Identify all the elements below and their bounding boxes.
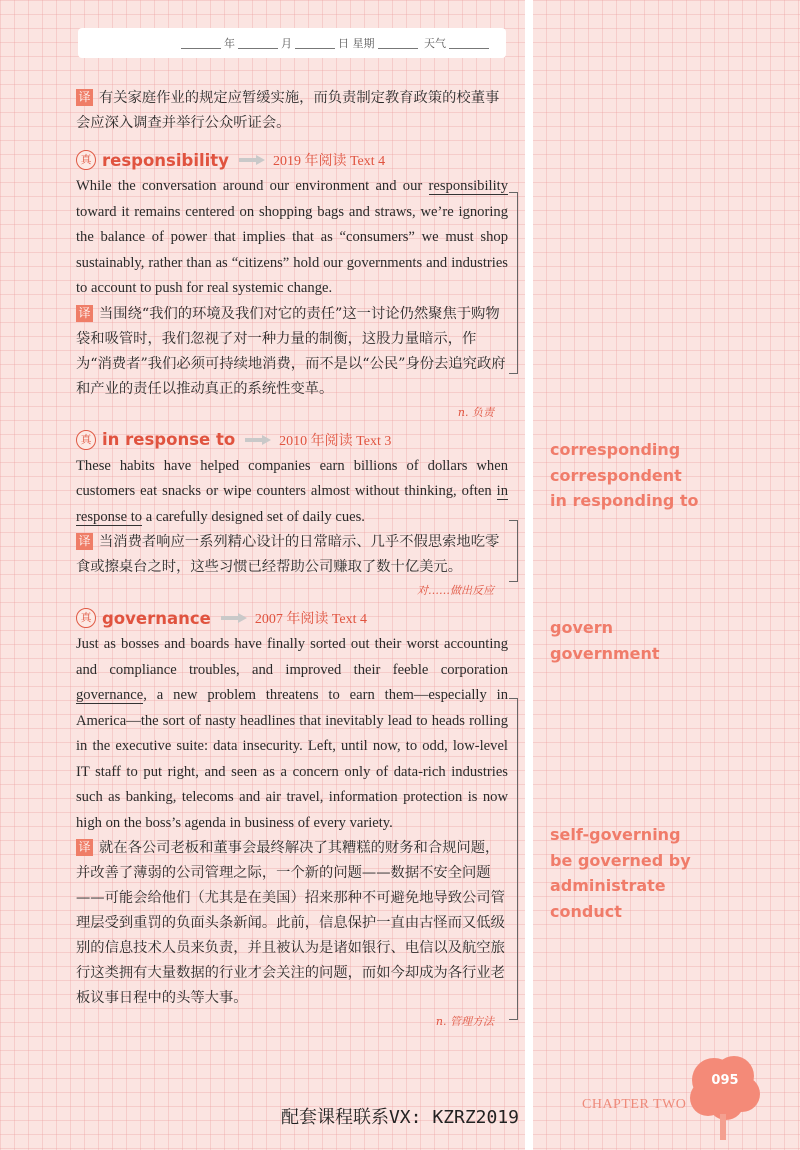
entry-header	[76, 148, 508, 172]
entry-source: 2019 年阅读 Text 4	[272, 154, 386, 169]
exam-badge: 真	[76, 430, 96, 450]
entry-translation-text: 就在各公司老板和董事会最终解决了其糟糕的财务和合规问题，并改善了薄弱的公司管理之际，一个新的问题——数据不安全问题——可能会给他们（尤其是在美国）招来那种不可避免地导致公司管理层受到重罚的负面头条新闻。此前，信息保护一直由古怪而又低级别的信息技术人员来负责，并且被认为是诸如银行、电信以及航空旅行这类拥有大量数据的行业才会关注的问题，而如今却成为各行业老板议事日程中的头等大事。	[76, 840, 505, 1006]
weather-blank	[449, 38, 489, 49]
day-blank	[295, 38, 335, 49]
column-divider	[525, 0, 533, 1150]
related-words-group-2	[550, 615, 660, 666]
related-word: corresponding	[550, 440, 681, 459]
related-word: administrate	[550, 876, 666, 895]
entry-english	[76, 632, 508, 836]
arrow-right-icon	[245, 435, 271, 445]
entry-term: responsibility	[102, 150, 229, 170]
entry-header	[76, 428, 508, 452]
annotation-bracket	[509, 520, 518, 582]
related-word: conduct	[550, 901, 622, 921]
year-label: 年	[224, 37, 235, 50]
entry-english	[76, 454, 508, 531]
arrow-right-icon	[239, 155, 265, 165]
english-before: While the conversation around our environment and our	[76, 178, 429, 194]
translation-tag: 译	[76, 839, 93, 856]
translation-tag: 译	[76, 89, 93, 106]
intro-translation	[76, 86, 508, 136]
entry-governance	[76, 606, 508, 1027]
exam-badge: 真	[76, 608, 96, 628]
translation-tag: 译	[76, 533, 93, 550]
key-term-underlined: governance	[76, 687, 144, 703]
arrow-right-icon	[221, 613, 247, 623]
entry-translation-text: 当围绕“我们的环境及我们对它的责任”这一讨论仍然聚焦于购物袋和吸管时，我们忽视了对一种力量的制衡，这股力量暗示，作为“消费者”我们必须可持续地消费，而不是以“公民”身份去追究政府和产业的责任以推动真正的系统性变革。	[76, 305, 506, 397]
entry-translation	[76, 836, 508, 1011]
related-words-group-1	[550, 437, 699, 514]
entry-translation	[76, 530, 508, 580]
annotation-bracket	[509, 698, 518, 1020]
translation-tag: 译	[76, 305, 93, 322]
month-label: 月	[281, 37, 292, 50]
related-word: be governed by	[550, 850, 691, 870]
entry-translation	[76, 302, 508, 402]
exam-badge: 真	[76, 150, 96, 170]
related-word: government	[550, 643, 660, 663]
english-before: These habits have helped companies earn billions of dollars when customers eat snacks or wipe counters almost without thinking, often	[76, 457, 508, 499]
entry-source: 2007 年阅读 Text 4	[254, 612, 368, 627]
meaning-note: 对……做出反应	[417, 584, 494, 597]
english-before: Just as bosses and boards have finally sorted out their worst accounting and compliance troubles, and improved their feeble corporation	[76, 636, 508, 678]
entry-english	[76, 174, 508, 302]
weather-label: 天气	[424, 37, 446, 50]
entry-term: governance	[102, 608, 211, 628]
date-header-bar	[78, 28, 506, 58]
related-words-group-3	[550, 822, 691, 924]
english-after: , a new problem threatens to earn them—especially in America—the sort of nasty headlines that inevitably lead to heads rolling in the executive suite: data insecurity. Left, until now, to odd, low-level IT staff to put right, and seen as a concern only of data-rich industries such as banking, telecoms and air travel, information protection is now high on the boss’s agenda in business of every variety.	[76, 687, 508, 831]
entry-responsibility	[76, 148, 508, 418]
intro-translation-text: 有关家庭作业的规定应暂缓实施，而负责制定教育政策的校董事会应深入调查并举行公众听证会。	[76, 90, 500, 131]
meaning-note: n. 负责	[457, 405, 494, 419]
watermark-text: 配套课程联系VX: KZRZ2019	[280, 1107, 520, 1128]
main-column	[76, 86, 508, 1027]
related-word: govern	[550, 618, 614, 637]
meaning-note: n. 管理方法	[435, 1015, 494, 1028]
entry-in-response-to	[76, 428, 508, 597]
year-blank	[181, 38, 221, 49]
weekday-blank	[378, 38, 418, 49]
annotation-bracket	[509, 192, 518, 374]
entry-term: in response to	[102, 430, 236, 449]
entry-translation-text: 当消费者响应一系列精心设计的日常暗示、几乎不假思索地吃零食或擦桌台之时，这些习惯已经帮助公司赚取了数十亿美元。	[76, 534, 500, 575]
related-word: in responding to	[550, 491, 699, 510]
english-after: a carefully designed set of daily cues.	[142, 508, 365, 525]
month-blank	[238, 38, 278, 49]
entry-source: 2010 年阅读 Text 3	[279, 433, 392, 449]
english-after: toward it remains centered on shopping bags and straws, we’re ignoring the balance of power that implies that as “consumers” we must shop sustainably, rather than as “citizens” hold our governments and industries to account to push for real systemic change.	[76, 203, 508, 296]
key-term-underlined: in response to	[76, 483, 508, 525]
key-term-underlined: responsibility	[428, 178, 508, 194]
chapter-label: CHAPTER TWO	[582, 1097, 687, 1112]
day-label: 日	[338, 37, 349, 50]
page-number: 095	[711, 1073, 739, 1088]
related-word: self-governing	[550, 825, 681, 844]
weekday-label: 星期	[352, 37, 375, 50]
entry-header	[76, 606, 508, 630]
related-word: correspondent	[550, 465, 682, 485]
